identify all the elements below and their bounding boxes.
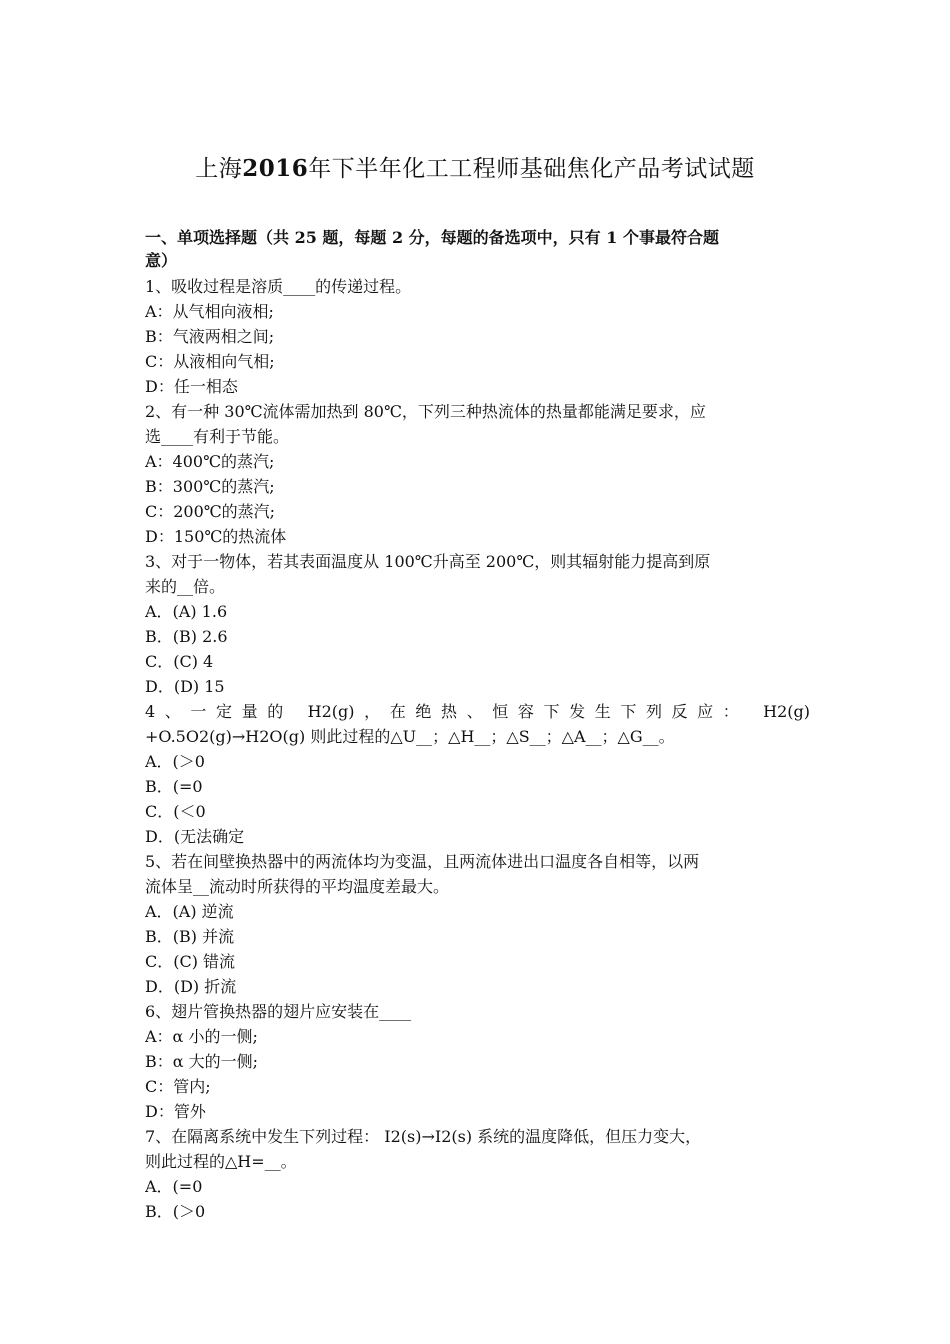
- answer-option: C．(C) 4: [145, 652, 214, 671]
- answer-option: A：400℃的蒸汽;: [145, 452, 275, 471]
- answer-option: B．(=0: [145, 777, 203, 796]
- answer-option: D：150℃的热流体: [145, 527, 287, 546]
- answer-option: D．(D) 15: [145, 677, 225, 696]
- section-heading: [145, 226, 810, 272]
- question-text: 3、对于一物体，若其表面温度从 100℃升高至 200℃，则其辐射能力提高到原: [145, 552, 711, 571]
- title-prefix: 上海: [195, 156, 243, 182]
- question-4: [145, 699, 810, 849]
- answer-option: B：气液两相之间;: [145, 327, 275, 346]
- answer-option: C：管内;: [145, 1077, 211, 1096]
- title-suffix: 年下半年化工工程师基础焦化产品考试试题: [308, 156, 755, 182]
- answer-option: B．(B) 并流: [145, 927, 235, 946]
- answer-option: A．(A) 1.6: [145, 602, 228, 621]
- question-1: [145, 274, 810, 399]
- question-text: +O.5O2(g)→H2O(g) 则此过程的△U__；△H__；△S__；△A__；△G__。: [145, 727, 675, 746]
- answer-option: D．(无法确定: [145, 827, 245, 846]
- answer-option: C．(C) 错流: [145, 952, 236, 971]
- document-title: [0, 150, 950, 183]
- answer-option: B：300℃的蒸汽;: [145, 477, 275, 496]
- question-text: 1、吸收过程是溶质____的传递过程。: [145, 277, 412, 296]
- title-year: 2016: [242, 155, 309, 182]
- question-text: 选____有利于节能。: [145, 427, 290, 446]
- answer-option: A．(A) 逆流: [145, 902, 234, 921]
- question-text: 流体呈__流动时所获得的平均温度差最大。: [145, 877, 450, 896]
- question-2: [145, 399, 810, 549]
- answer-option: A：α 小的一侧;: [145, 1027, 258, 1046]
- answer-option: C：200℃的蒸汽;: [145, 502, 276, 521]
- answer-option: D．(D) 折流: [145, 977, 237, 996]
- question-text: 6、翅片管换热器的翅片应安装在____: [145, 1002, 412, 1021]
- section-heading-line: 一、单项选择题（共 25 题，每题 2 分，每题的备选项中，只有 1 个事最符合题: [145, 228, 719, 247]
- section-heading-line: 意）: [145, 251, 178, 270]
- question-text: 7、在隔离系统中发生下列过程： I2(s)→I2(s) 系统的温度降低，但压力变大，: [145, 1127, 702, 1146]
- answer-option: B．(B) 2.6: [145, 627, 228, 646]
- answer-option: C：从液相向气相;: [145, 352, 275, 371]
- document-body: [145, 226, 810, 1224]
- answer-option: C．(＜0: [145, 802, 206, 821]
- answer-option: A：从气相向液相;: [145, 302, 274, 321]
- question-text: 来的__倍。: [145, 577, 226, 596]
- answer-option: B：α 大的一侧;: [145, 1052, 259, 1071]
- question-3: [145, 549, 810, 699]
- question-text: 则此过程的△H=__。: [145, 1152, 297, 1171]
- answer-option: D：管外: [145, 1102, 206, 1121]
- question-5: [145, 849, 810, 999]
- answer-option: A．(＞0: [145, 752, 205, 771]
- question-text: 4、一定量的 H2(g)，在绝热、恒容下发生下列反应： H2(g): [145, 702, 810, 721]
- answer-option: B．(＞0: [145, 1202, 206, 1221]
- answer-option: D：任一相态: [145, 377, 238, 396]
- question-6: [145, 999, 810, 1124]
- answer-option: A．(=0: [145, 1177, 203, 1196]
- question-7: [145, 1124, 810, 1224]
- question-text: 5、若在间壁换热器中的两流体均为变温，且两流体进出口温度各自相等，以两: [145, 852, 700, 871]
- question-text: 2、有一种 30℃流体需加热到 80℃，下列三种热流体的热量都能满足要求，应: [145, 402, 706, 421]
